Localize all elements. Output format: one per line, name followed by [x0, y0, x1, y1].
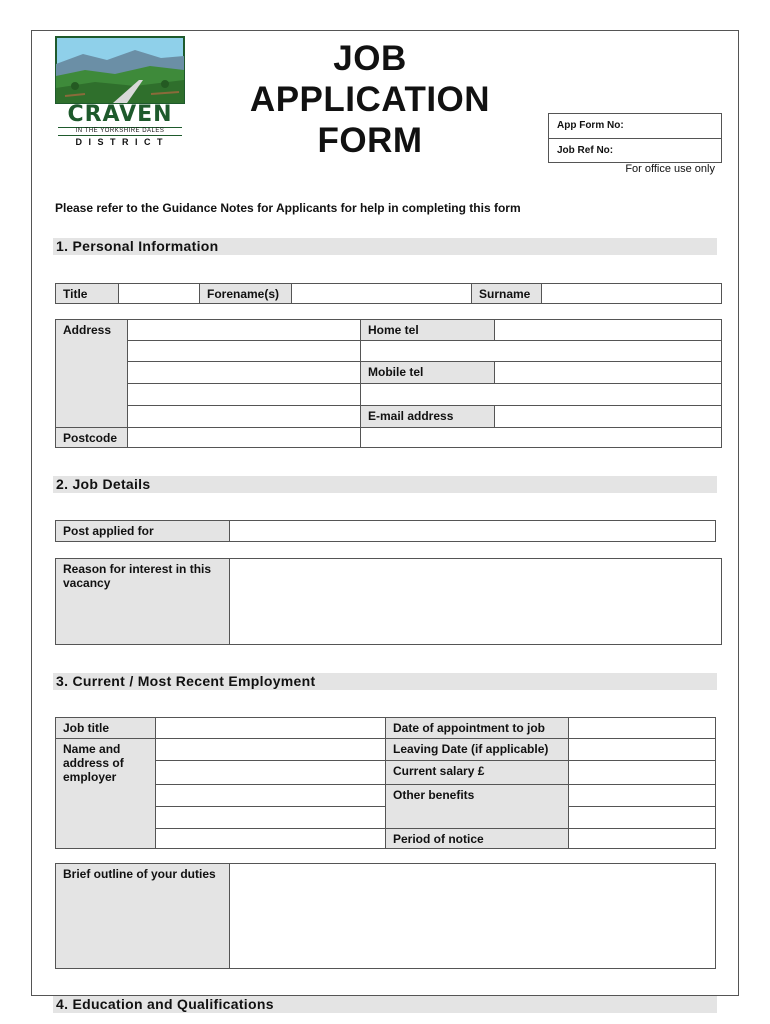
leaving-date-label: Leaving Date (if applicable)	[385, 738, 569, 761]
employer-line-5[interactable]	[155, 828, 386, 849]
duties-label: Brief outline of your duties	[55, 863, 230, 969]
section-current-employment: 3. Current / Most Recent Employment	[53, 673, 717, 690]
address-line-4[interactable]	[127, 383, 361, 406]
duties-field[interactable]	[229, 863, 716, 969]
logo-name: CRAVEN	[67, 102, 173, 127]
reason-label: Reason for interest in this vacancy	[55, 558, 230, 645]
craven-logo	[55, 36, 185, 150]
contact-spacer-2	[360, 383, 722, 406]
job-title-field[interactable]	[155, 717, 386, 739]
employer-line-4[interactable]	[155, 806, 386, 829]
date-appointment-label: Date of appointment to job	[385, 717, 569, 739]
job-title-label: Job title	[55, 717, 156, 739]
other-benefits-field-2[interactable]	[568, 806, 716, 829]
current-salary-field[interactable]	[568, 760, 716, 785]
contact-spacer-1	[360, 340, 722, 362]
office-use-note: For office use only	[625, 163, 715, 175]
other-benefits-label: Other benefits	[385, 784, 569, 829]
mobile-tel-label: Mobile tel	[360, 361, 495, 384]
title-field[interactable]	[118, 283, 200, 304]
logo-district: D I S T R I C T	[75, 137, 165, 147]
period-notice-label: Period of notice	[385, 828, 569, 849]
app-form-no-field[interactable]: App Form No:	[557, 120, 624, 131]
logo-tagline: IN THE YORKSHIRE DALES	[58, 127, 182, 136]
postcode-label: Postcode	[55, 427, 128, 448]
forenames-field[interactable]	[291, 283, 472, 304]
address-line-5[interactable]	[127, 405, 361, 428]
email-label: E-mail address	[360, 405, 495, 428]
date-appointment-field[interactable]	[568, 717, 716, 739]
email-field[interactable]	[494, 405, 722, 428]
office-use-box	[548, 113, 722, 163]
title-label: Title	[55, 283, 119, 304]
surname-label: Surname	[471, 283, 542, 304]
current-salary-label: Current salary £	[385, 760, 569, 785]
section-personal-information: 1. Personal Information	[53, 238, 717, 255]
postcode-field[interactable]	[127, 427, 361, 448]
employer-line-2[interactable]	[155, 760, 386, 785]
surname-field[interactable]	[541, 283, 722, 304]
forenames-label: Forename(s)	[199, 283, 292, 304]
form-title-line3: FORM	[317, 121, 423, 160]
form-title-line2: APPLICATION	[249, 80, 491, 119]
other-benefits-field-1[interactable]	[568, 784, 716, 807]
form-title-line1: JOB	[333, 39, 407, 78]
home-tel-field[interactable]	[494, 319, 722, 341]
home-tel-label: Home tel	[360, 319, 495, 341]
job-ref-no-field[interactable]: Job Ref No:	[549, 138, 721, 162]
employer-line-3[interactable]	[155, 784, 386, 807]
section-job-details: 2. Job Details	[53, 476, 717, 493]
leaving-date-field[interactable]	[568, 738, 716, 761]
post-applied-field[interactable]	[229, 520, 716, 542]
period-notice-field[interactable]	[568, 828, 716, 849]
contact-spacer-3	[360, 427, 722, 448]
guidance-intro: Please refer to the Guidance Notes for Applicants for help in completing this form	[55, 201, 521, 215]
employer-label: Name and address of employer	[55, 738, 156, 849]
mobile-tel-field[interactable]	[494, 361, 722, 384]
employer-line-1[interactable]	[155, 738, 386, 761]
section-education: 4. Education and Qualifications	[53, 996, 717, 1013]
address-line-1[interactable]	[127, 319, 361, 341]
reason-field[interactable]	[229, 558, 722, 645]
address-label: Address	[55, 319, 128, 428]
address-line-2[interactable]	[127, 340, 361, 362]
post-applied-label: Post applied for	[55, 520, 230, 542]
address-line-3[interactable]	[127, 361, 361, 384]
